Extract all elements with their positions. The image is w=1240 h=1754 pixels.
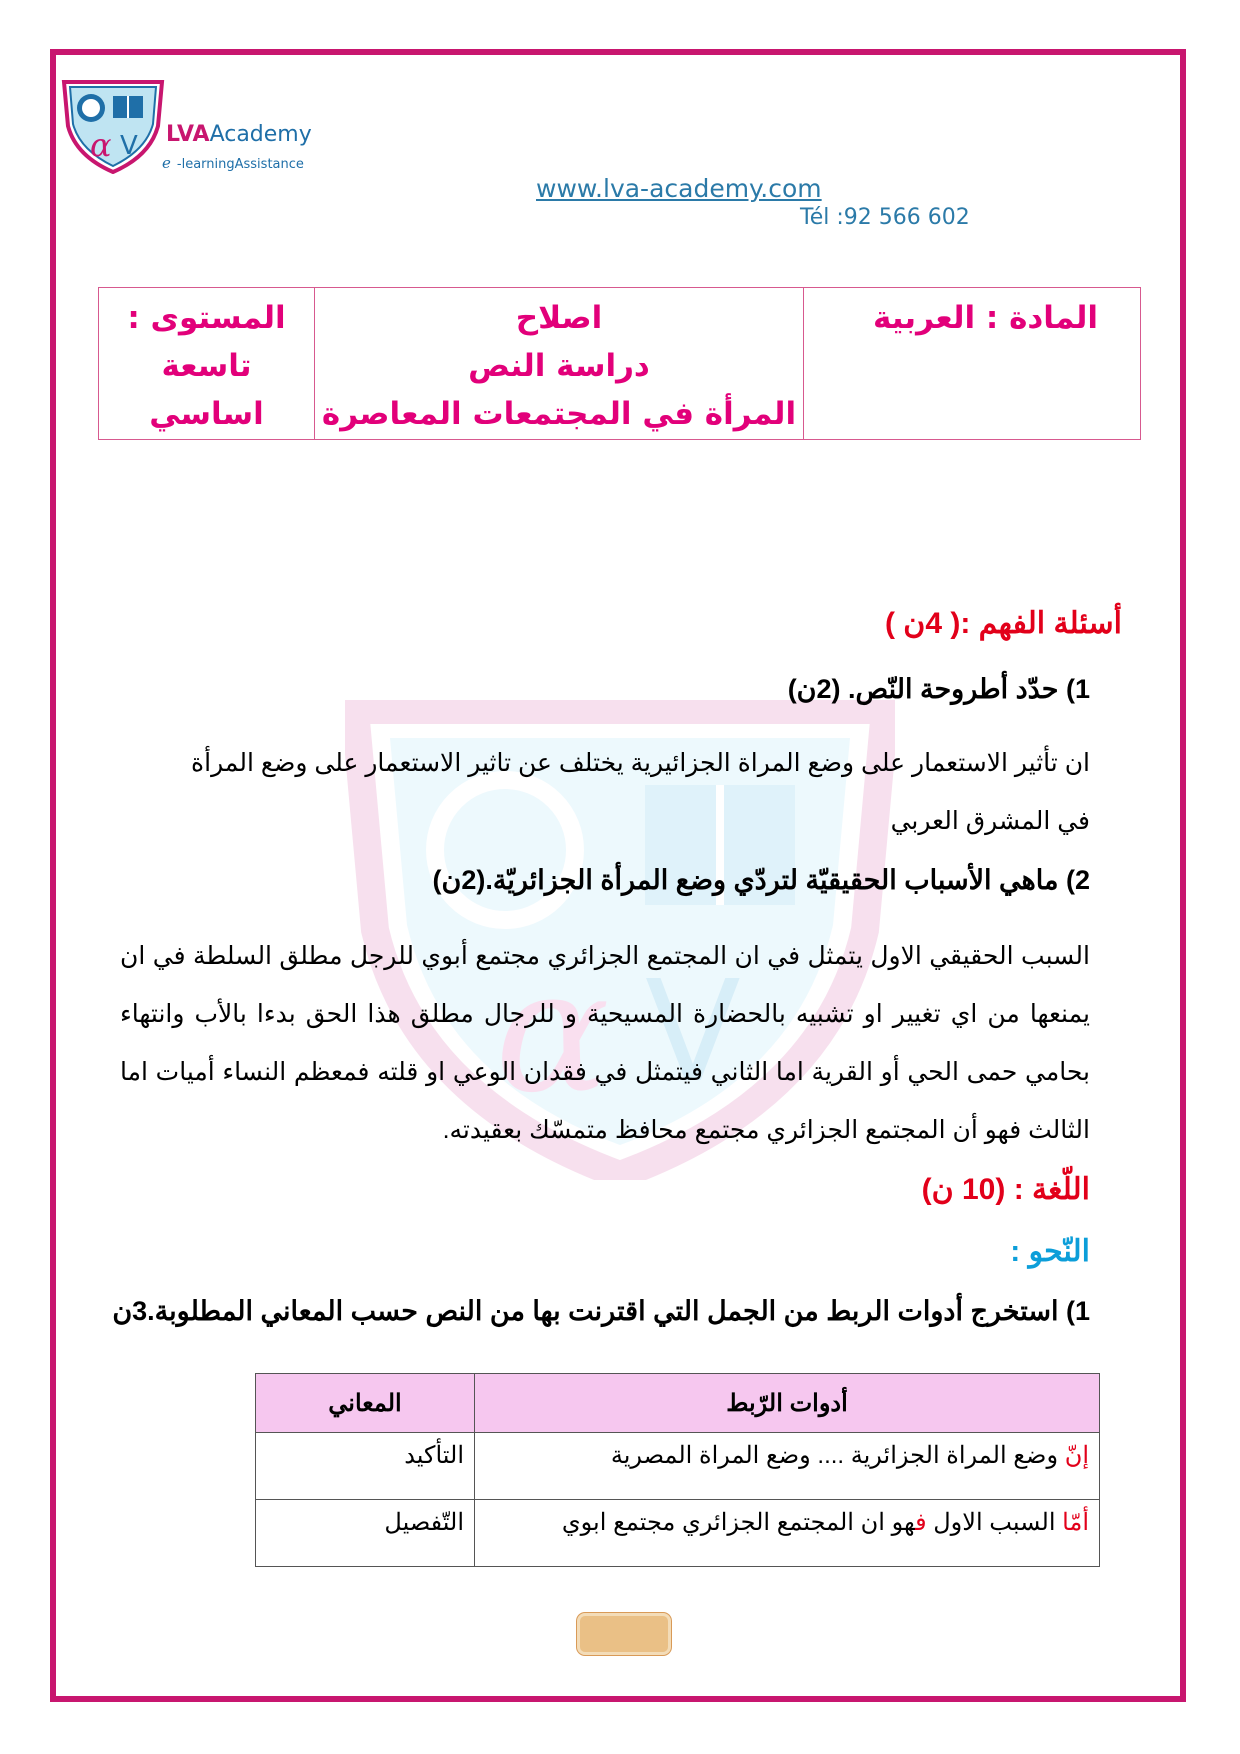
- lva-academy-logo: [58, 78, 168, 174]
- meaning-cell: التأكيد: [256, 1433, 475, 1500]
- question-1: 1) حدّد أطروحة النّص. (2ن): [787, 674, 1090, 704]
- sentence-text: السبب الاول: [926, 1509, 1063, 1536]
- page-tab: [577, 1613, 671, 1655]
- language-question-1: 1) استخرج أدوات الربط من الجمل التي اقترنت بها من النص حسب المعاني المطلوبة.3ن: [112, 1296, 1090, 1326]
- brand-name: [166, 122, 312, 147]
- subject-cell: [804, 288, 1141, 440]
- language-heading: اللّغة : (10 ن): [921, 1173, 1090, 1206]
- tool-cell: [475, 1500, 1100, 1567]
- grammar-heading: النّحو :: [1010, 1235, 1090, 1268]
- title-line-2: دراسة النص: [468, 348, 650, 384]
- level-line-2: اساسي: [149, 396, 264, 432]
- title-line-3: المرأة في المجتمعات المعاصرة: [321, 396, 797, 432]
- tool-cell: [475, 1433, 1100, 1500]
- website-link[interactable]: www.lva-academy.com: [536, 174, 822, 203]
- info-table: [98, 287, 1141, 440]
- svg-text:α: α: [90, 126, 112, 164]
- comprehension-heading: أسئلة الفهم :( 4ن ): [884, 607, 1122, 640]
- connectors-table: [255, 1373, 1100, 1567]
- brand-subtitle: [162, 154, 304, 172]
- sentence-text: هو ان المجتمع الجزائري مجتمع ابوي: [561, 1509, 916, 1536]
- question-2: 2) ماهي الأسباب الحقيقيّة لتردّي وضع المرأة الجزائريّة.(2ن): [432, 865, 1090, 895]
- connector-word: إنّ: [1064, 1442, 1089, 1469]
- title-line-1: اصلاح: [515, 300, 603, 336]
- answer-2: السبب الحقيقي الاول يتمثل في ان المجتمع الجزائري مجتمع أبوي للرجل مطلق السلطة في ان يمنعها من اي تغيير او تشبيه بالحضارة المسيحية و للرجال مطلق هذا الحق بدءا بالأب وانتهاء بحامي حمى الحي أو القرية اما الثاني فيتمثل في فقدان الوعي او قلته فمعظم النساء أميات اما الثالث فهو أن المجتمع الجزائري مجتمع محافظ متمسّك بعقيدته.: [120, 942, 1090, 1144]
- brand-sub-text: -learningAssistance: [176, 157, 304, 172]
- answer-1-line-1: ان تأثير الاستعمار على وضع المراة الجزائيرية يختلف عن تاثير الاستعمار على وضع المرأة: [191, 749, 1090, 777]
- title-cell: [315, 288, 804, 440]
- connector-word: ف: [915, 1509, 927, 1536]
- meaning-cell: التّفصيل: [256, 1500, 475, 1567]
- col-meanings-header: المعاني: [256, 1374, 475, 1433]
- connector-word: أمّا: [1062, 1509, 1089, 1536]
- answer-1-line-2: في المشرق العربي: [890, 807, 1090, 835]
- level-line-1: المستوى : تاسعة: [127, 300, 286, 384]
- table-row: [256, 1433, 1100, 1500]
- telephone: Tél :92 566 602: [800, 205, 970, 230]
- brand-e: e: [162, 154, 171, 172]
- level-cell: [99, 288, 315, 440]
- subject: المادة : العربية: [872, 300, 1098, 336]
- answer-1: [120, 734, 1090, 850]
- col-tools-header: أدوات الرّبط: [475, 1374, 1100, 1433]
- table-row: [256, 1500, 1100, 1567]
- brand-lva: LVA: [166, 122, 210, 147]
- svg-text:α: α: [495, 933, 610, 1131]
- table-header-row: [256, 1374, 1100, 1433]
- sentence-text: وضع المراة الجزائرية .... وضع المراة المصرية: [610, 1442, 1065, 1469]
- svg-text:V: V: [645, 951, 741, 1114]
- svg-text:V: V: [120, 131, 138, 161]
- brand-academy: Academy: [209, 122, 312, 147]
